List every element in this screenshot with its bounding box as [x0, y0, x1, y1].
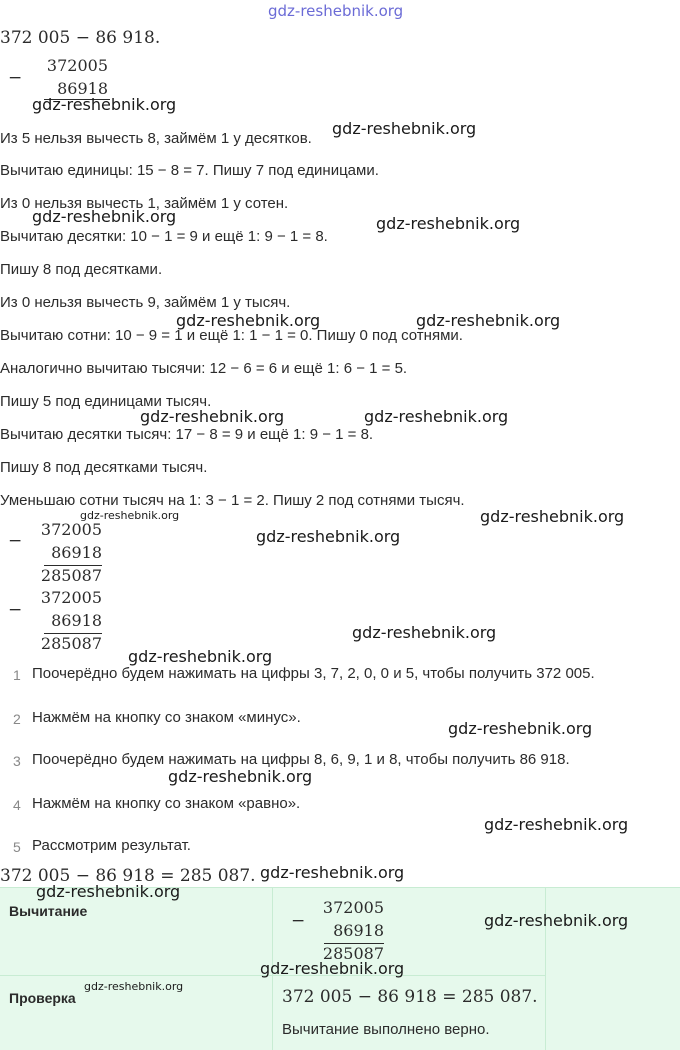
watermark-top: gdz-reshebnik.org — [268, 2, 404, 20]
watermark: gdz-reshebnik.org — [484, 815, 629, 834]
watermark: gdz-reshebnik.org — [352, 623, 497, 642]
explain-line: Пишу 5 под единицами тысяч. — [0, 393, 212, 410]
explain-line: Вычитаю единицы: 15 − 8 = 7. Пишу 7 под единицами. — [0, 162, 379, 179]
step-text: Поочерёдно будем нажимать на цифры 8, 6, 9, 1 и 8, чтобы получить 86 918. — [32, 751, 570, 768]
watermark: gdz-reshebnik.org — [260, 959, 405, 978]
check-note: Вычитание выполнено верно. — [282, 1021, 490, 1038]
watermark: gdz-reshebnik.org — [484, 911, 629, 930]
step-number: 5 — [13, 839, 21, 855]
step-text: Поочерёдно будем нажимать на цифры 3, 7, 2, 0, 0 и 5, чтобы получить 372 005. — [32, 665, 595, 682]
subtrahend: 86918 — [333, 921, 384, 940]
explain-line: Вычитаю десятки тысяч: 17 − 8 = 9 и ещё 1: 9 − 1 = 8. — [0, 426, 374, 443]
watermark: gdz-reshebnik.org — [416, 311, 561, 330]
watermark-small: gdz-reshebnik.org — [80, 509, 180, 522]
explain-line: Уменьшаю сотни тысяч на 1: 3 − 1 = 2. Пишу 2 под сотнями тысяч. — [0, 492, 465, 509]
explain-line: Аналогично вычитаю тысячи: 12 − 6 = 6 и ещё 1: 6 − 1 = 5. — [0, 360, 408, 377]
explain-line: Пишу 8 под десятками. — [0, 261, 163, 278]
explain-line: Пишу 8 под десятками тысяч. — [0, 459, 208, 476]
minuend: 372005 — [322, 898, 384, 917]
watermark: gdz-reshebnik.org — [128, 647, 273, 666]
minuend: 372005 — [46, 56, 108, 75]
watermark: gdz-reshebnik.org — [176, 311, 321, 330]
watermark: gdz-reshebnik.org — [32, 207, 177, 226]
explain-line: Из 0 нельзя вычесть 1, займём 1 у сотен. — [0, 195, 289, 212]
watermark: gdz-reshebnik.org — [32, 95, 177, 114]
step-text: Нажмём на кнопку со знаком «минус». — [32, 709, 301, 726]
explain-line: Вычитаю сотни: 10 − 9 = 1 и ещё 1: 1 − 1 = 0. Пишу 0 под сотнями. — [0, 327, 463, 344]
subtrahend: 86918 — [51, 611, 102, 630]
watermark: gdz-reshebnik.org — [260, 863, 405, 882]
minuend: 372005 — [40, 520, 102, 539]
watermark: gdz-reshebnik.org — [36, 882, 181, 901]
intro-expression: 372 005 − 86 918. — [0, 28, 161, 48]
step-number: 3 — [13, 753, 21, 769]
difference: 285087 — [322, 944, 384, 963]
watermark: gdz-reshebnik.org — [448, 719, 593, 738]
difference: 285087 — [40, 566, 102, 585]
step-text: Нажмём на кнопку со знаком «равно». — [32, 795, 301, 812]
minus-sign: − — [291, 911, 306, 931]
step-number: 4 — [13, 797, 21, 813]
watermark: gdz-reshebnik.org — [140, 407, 285, 426]
table-label-subtraction: Вычитание — [9, 903, 88, 919]
step-number: 2 — [13, 711, 21, 727]
watermark: gdz-reshebnik.org — [256, 527, 401, 546]
table-label-check: Проверка — [9, 990, 76, 1006]
subtrahend: 86918 — [51, 543, 102, 562]
minus-sign: − — [8, 531, 23, 551]
explain-line: Из 0 нельзя вычесть 9, займём 1 у тысяч. — [0, 294, 291, 311]
watermark: gdz-reshebnik.org — [364, 407, 509, 426]
explain-line: Вычитаю десятки: 10 − 1 = 9 и ещё 1: 9 − 1 = 8. — [0, 228, 328, 245]
check-expression: 372 005 − 86 918 = 285 087. — [282, 987, 538, 1007]
step-number: 1 — [13, 667, 21, 683]
watermark: gdz-reshebnik.org — [480, 507, 625, 526]
difference: 285087 — [40, 634, 102, 653]
watermark: gdz-reshebnik.org — [332, 119, 477, 138]
explain-line: Из 5 нельзя вычесть 8, займём 1 у десятков. — [0, 130, 312, 147]
watermark-small: gdz-reshebnik.org — [84, 980, 184, 993]
watermark: gdz-reshebnik.org — [168, 767, 313, 786]
minus-sign: − — [8, 68, 23, 88]
step-text: Рассмотрим результат. — [32, 837, 191, 854]
final-expression: 372 005 − 86 918 = 285 087. — [0, 866, 256, 886]
watermark: gdz-reshebnik.org — [376, 214, 521, 233]
minuend: 372005 — [40, 588, 102, 607]
minus-sign: − — [8, 600, 23, 620]
subtrahend: 86918 — [57, 79, 108, 98]
